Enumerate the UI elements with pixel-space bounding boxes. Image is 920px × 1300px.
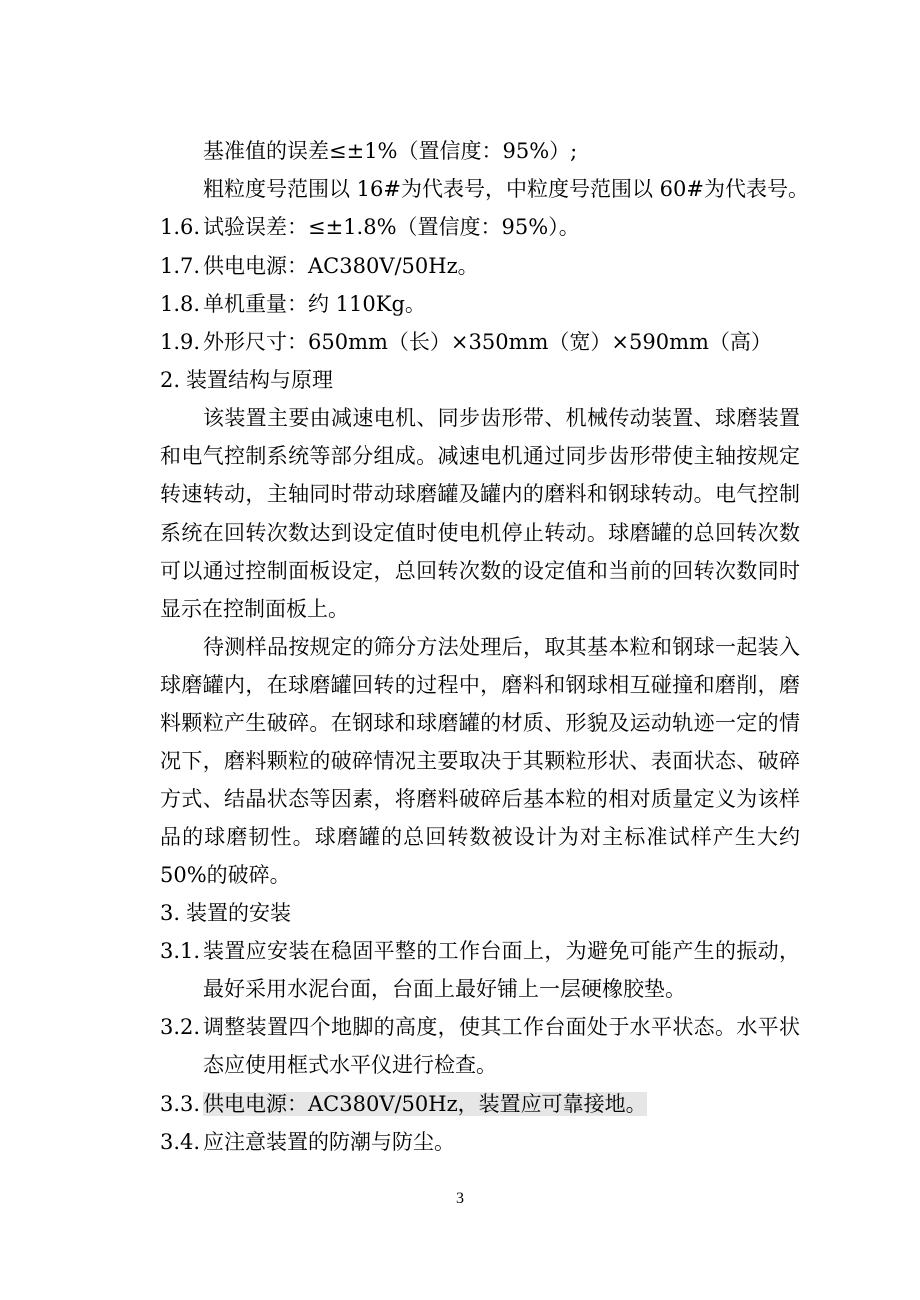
spec-item-1-7 bbox=[160, 247, 479, 285]
paragraph-line: 显示在控制面板上。 bbox=[160, 597, 349, 621]
paragraph-line: 系统在回转次数达到设定值时使电机停止转动。球磨罐的总回转次数 bbox=[160, 521, 800, 545]
item-text: 单机重量：约 110Kg。 bbox=[203, 292, 426, 316]
paragraph-line: 品的球磨韧性。球磨罐的总回转数被设计为对主标准试样产生大约 bbox=[160, 825, 800, 849]
install-item-3-3 bbox=[160, 1085, 647, 1123]
text-line: 基准值的误差≤±1%（置信度：95%）; bbox=[203, 139, 578, 163]
paragraph-line: 料颗粒产生破碎。在钢球和球磨罐的材质、形貌及运动轨迹一定的情 bbox=[160, 711, 800, 735]
section-title: 装置结构与原理 bbox=[186, 368, 333, 392]
paragraph-line: 转速转动，主轴同时带动球磨罐及罐内的磨料和钢球转动。电气控制 bbox=[160, 482, 800, 506]
paragraph-line: 球磨罐内，在球磨罐回转的过程中，磨料和钢球相互碰撞和磨削，磨 bbox=[160, 673, 800, 697]
highlighted-item-text: 供电电源：AC380V/50Hz，装置应可靠接地。 bbox=[203, 1092, 647, 1116]
item-text: 外形尺寸：650mm（长）×350mm（宽）×590mm（高） bbox=[203, 330, 772, 354]
text-line: 粗粒度号范围以 16#为代表号，中粒度号范围以 60#为代表号。 bbox=[203, 177, 809, 201]
item-text: 应注意装置的防潮与防尘。 bbox=[203, 1130, 455, 1154]
item-number: 1.6. bbox=[160, 215, 201, 239]
spec-item-1-9 bbox=[160, 323, 772, 361]
section-number: 2. bbox=[160, 368, 181, 392]
item-number: 3.1. bbox=[160, 939, 201, 963]
install-item-3-1 bbox=[160, 932, 800, 970]
item-number: 3.3. bbox=[160, 1092, 201, 1116]
spec-item-1-6 bbox=[160, 208, 580, 246]
spec-item-1-8 bbox=[160, 285, 426, 323]
item-text: 供电电源：AC380V/50Hz。 bbox=[203, 254, 479, 278]
section-number: 3. bbox=[160, 901, 181, 925]
item-text: 试验误差：≤±1.8%（置信度：95%）。 bbox=[203, 215, 580, 239]
item-number: 3.2. bbox=[160, 1015, 201, 1039]
paragraph-line: 可以通过控制面板设定，总回转次数的设定值和当前的回转次数同时 bbox=[160, 559, 800, 583]
section-heading-2 bbox=[160, 361, 333, 399]
item-number: 1.7. bbox=[160, 254, 201, 278]
section-title: 装置的安装 bbox=[186, 901, 291, 925]
install-item-3-4 bbox=[160, 1123, 455, 1161]
paragraph-line: 待测样品按规定的筛分方法处理后，取其基本粒和钢球一起装入 bbox=[203, 635, 800, 659]
item-text: 调整装置四个地脚的高度，使其工作台面处于水平状态。水平状 bbox=[203, 1015, 800, 1039]
section-heading-3 bbox=[160, 894, 291, 932]
page-number: 3 bbox=[456, 1190, 464, 1207]
paragraph-line: 该装置主要由减速电机、同步齿形带、机械传动装置、球磨装置 bbox=[203, 406, 800, 430]
item-number: 1.9. bbox=[160, 330, 201, 354]
paragraph-line: 50%的破碎。 bbox=[160, 863, 291, 887]
item-continuation: 态应使用框式水平仪进行检查。 bbox=[203, 1053, 497, 1077]
item-continuation: 最好采用水泥台面，台面上最好铺上一层硬橡胶垫。 bbox=[203, 977, 686, 1001]
item-number: 3.4. bbox=[160, 1130, 201, 1154]
paragraph-line: 和电气控制系统等部分组成。减速电机通过同步齿形带使主轴按规定 bbox=[160, 444, 800, 468]
paragraph-line: 况下，磨料颗粒的破碎情况主要取决于其颗粒形状、表面状态、破碎 bbox=[160, 749, 800, 773]
item-number: 1.8. bbox=[160, 292, 201, 316]
install-item-3-2 bbox=[160, 1008, 800, 1046]
paragraph-line: 方式、结晶状态等因素，将磨料破碎后基本粒的相对质量定义为该样 bbox=[160, 787, 800, 811]
item-text: 装置应安装在稳固平整的工作台面上，为避免可能产生的振动， bbox=[203, 939, 800, 963]
